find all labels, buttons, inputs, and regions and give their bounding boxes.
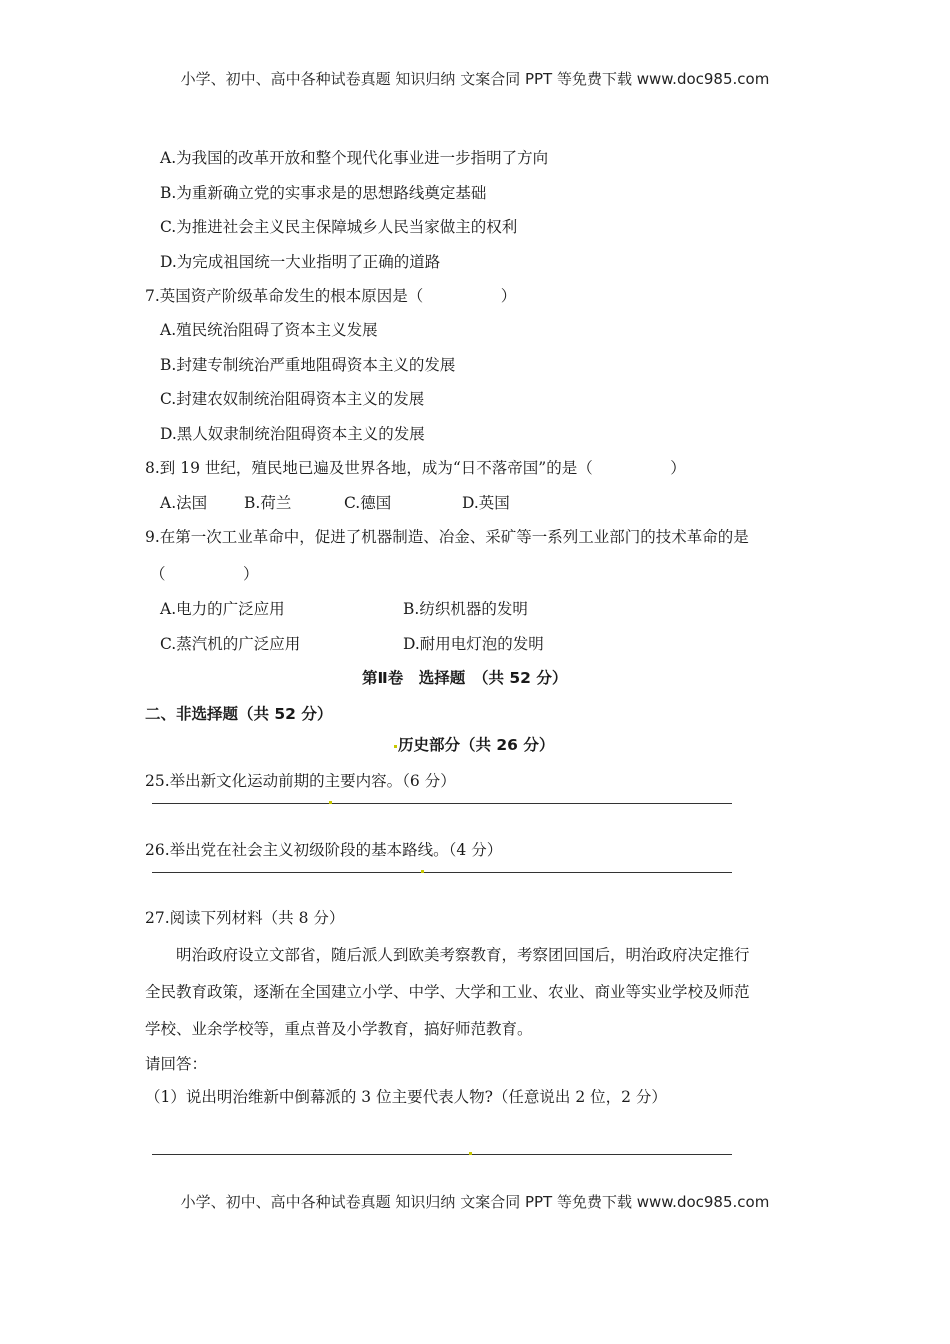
page-header: 小学、初中、高中各种试卷真题 知识归纳 文案合同 PPT 等免费下载 www.doc985.com	[180, 70, 770, 88]
q6-option-a: A.为我国的改革开放和整个现代化事业进一步指明了方向	[160, 149, 549, 167]
q27-material-line-2: 全民教育政策，逐渐在全国建立小学、中学、大学和工业、农业、商业等实业学校及师范	[145, 983, 750, 1001]
q25-text: 25.举出新文化运动前期的主要内容。（6 分）	[145, 772, 456, 790]
q27-material-line-1: 明治政府设立文部省，随后派人到欧美考察教育，考察团回国后，明治政府决定推行	[176, 946, 750, 964]
q25-answer-line[interactable]	[152, 803, 732, 804]
q27-sub-question-1: （1）说出明治维新中倒幕派的 3 位主要代表人物?（任意说出 2 位，2 分）	[145, 1088, 667, 1106]
q6-option-b: B.为重新确立党的实事求是的思想路线奠定基础	[160, 184, 487, 202]
q26-answer-line[interactable]	[152, 872, 732, 873]
q9-option-a: A.电力的广泛应用	[160, 600, 285, 618]
q7-option-a: A.殖民统治阻碍了资本主义发展	[160, 321, 378, 339]
q9-blank: （ ）	[150, 565, 259, 583]
q27-prompt: 请回答：	[145, 1055, 208, 1073]
q6-option-c: C.为推进社会主义民主保障城乡人民当家做主的权利	[160, 218, 518, 236]
q9-option-c: C.蒸汽机的广泛应用	[160, 635, 301, 653]
q7-option-b: B.封建专制统治严重地阻碍资本主义的发展	[160, 356, 456, 374]
q8-option-b: B.荷兰	[244, 494, 292, 512]
q7-option-c: C.封建农奴制统治阻碍资本主义的发展	[160, 390, 425, 408]
q27-material-line-3: 学校、业余学校等，重点普及小学教育，搞好师范教育。	[145, 1020, 533, 1038]
q8-option-c: C.德国	[344, 494, 392, 512]
history-heading: 历史部分（共 26 分）	[398, 736, 555, 754]
decorative-dot	[421, 870, 424, 873]
q8-stem: 8.到 19 世纪，殖民地已遍及世界各地，成为“日不落帝国”的是（ ）	[145, 459, 686, 477]
q8-option-d: D.英国	[462, 494, 510, 512]
page-footer: 小学、初中、高中各种试卷真题 知识归纳 文案合同 PPT 等免费下载 www.doc985.com	[180, 1193, 770, 1211]
q27-stem: 27.阅读下列材料（共 8 分）	[145, 909, 345, 927]
q7-option-d: D.黑人奴隶制统治阻碍资本主义的发展	[160, 425, 425, 443]
part-2-heading: 二、非选择题（共 52 分）	[145, 705, 333, 723]
q7-stem: 7.英国资产阶级革命发生的根本原因是（ ）	[145, 287, 517, 305]
q9-option-b: B.纺织机器的发明	[403, 600, 528, 618]
decorative-dot	[469, 1152, 472, 1155]
section-2-title: 第Ⅱ卷 选择题 （共 52 分）	[362, 669, 568, 687]
decorative-dot	[394, 745, 397, 748]
q26-text: 26.举出党在社会主义初级阶段的基本路线。（4 分）	[145, 841, 503, 859]
q6-option-d: D.为完成祖国统一大业指明了正确的道路	[160, 253, 441, 271]
q27-answer-line[interactable]	[152, 1154, 732, 1155]
decorative-dot	[329, 801, 332, 804]
q9-stem: 9.在第一次工业革命中，促进了机器制造、冶金、采矿等一系列工业部门的技术革命的是	[145, 528, 749, 546]
q8-option-a: A.法国	[160, 494, 208, 512]
q9-option-d: D.耐用电灯泡的发明	[403, 635, 544, 653]
